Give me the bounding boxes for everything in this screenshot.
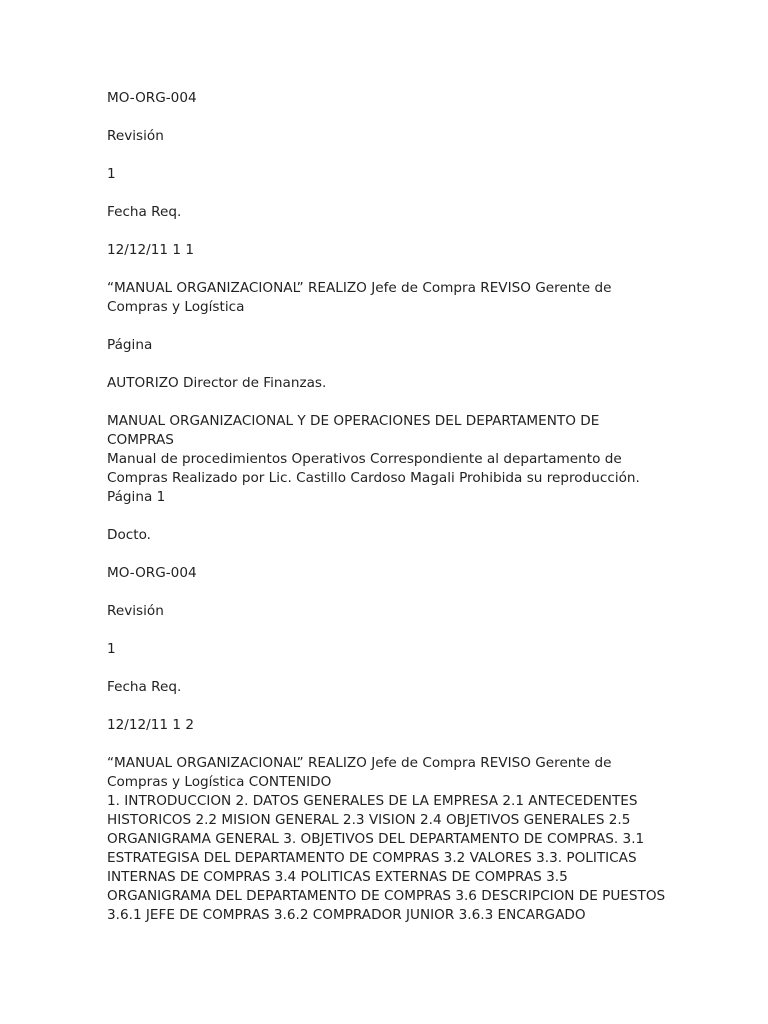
date-value-2: 12/12/11 1 2 <box>107 717 194 733</box>
table-of-contents: 1. INTRODUCCION 2. DATOS GENERALES DE LA EMPRESA 2.1 ANTECEDENTES HISTORICOS 2.2 MISION GENERAL 2.3 VISION 2.4 OBJETIVOS GENERALES 2.5 ORGANIGRAMA GENERAL 3. OBJETIVOS DEL DEPARTAMENTO DE COMPRAS. 3.1 ESTRATEGISA DEL DEPARTAMENTO DE COMPRAS 3.2 VALORES 3.3. POLITICAS INTERNAS DE COMPRAS 3.4 POLITICAS EXTERNAS DE COMPRAS 3.5 ORGANIGRAMA DEL DEPARTAMENTO DE COMPRAS 3.6 DESCRIPCION DE PUESTOS 3.6.1 JEFE DE COMPRAS 3.6.2 COMPRADOR JUNIOR 3.6.3 ENCARGADO <box>107 793 666 923</box>
revision-value: 1 <box>107 166 116 182</box>
date-label-2: Fecha Req. <box>107 679 182 695</box>
doc-code: MO-ORG-004 <box>107 90 197 106</box>
doc-code-2: MO-ORG-004 <box>107 565 197 581</box>
revision-label-2: Revisión <box>107 603 164 619</box>
authorized-by: AUTORIZO Director de Finanzas. <box>107 375 327 391</box>
revision-value-2: 1 <box>107 641 116 657</box>
manual-title: MANUAL ORGANIZACIONAL Y DE OPERACIONES DEL DEPARTAMENTO DE COMPRAS <box>107 413 600 448</box>
header-authors: “MANUAL ORGANIZACIONAL” REALIZO Jefe de Compra REVISO Gerente de Compras y Logística <box>107 280 612 315</box>
date-label: Fecha Req. <box>107 204 182 220</box>
doc-label: Docto. <box>107 527 151 543</box>
header-contents: “MANUAL ORGANIZACIONAL” REALIZO Jefe de Compra REVISO Gerente de Compras y Logística CONTENIDO <box>107 755 612 790</box>
revision-label: Revisión <box>107 128 164 144</box>
manual-description: Manual de procedimientos Operativos Correspondiente al departamento de Compras Realizado por Lic. Castillo Cardoso Magali Prohibida su reproducción. Página 1 <box>107 451 640 505</box>
page-label: Página <box>107 337 153 353</box>
date-value: 12/12/11 1 1 <box>107 242 194 258</box>
